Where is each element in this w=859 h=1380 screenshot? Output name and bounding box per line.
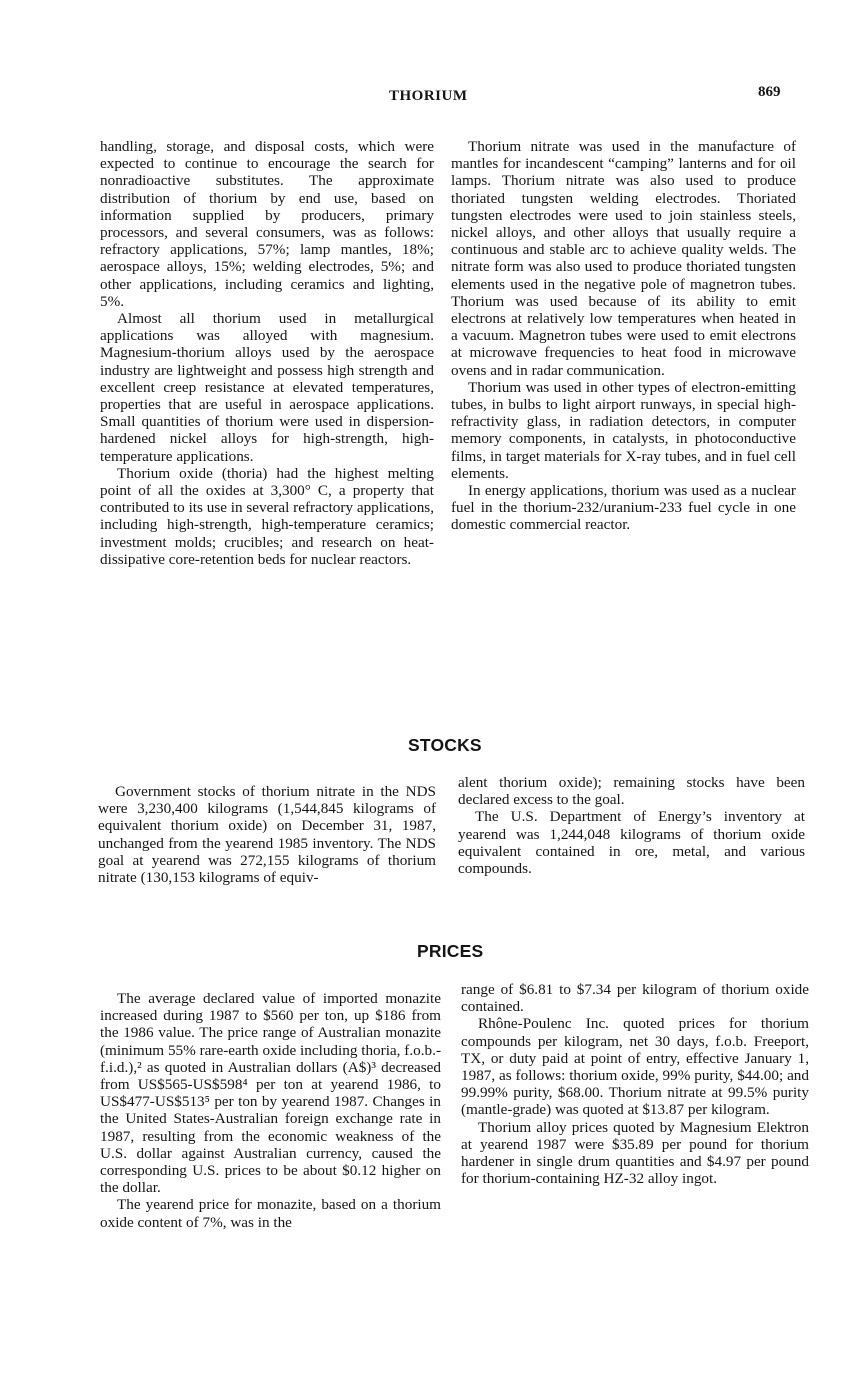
running-title: THORIUM [389,88,468,104]
paragraph: Almost all thorium used in metallurgical applications was alloyed with magnesium. Magnesium-thorium alloys used by the aerospace industry are lightweight and possess high strength and excellent creep resistance at elevated temperatures, properties that are useful in aerospace applications. Small quantities of thorium were used in dispersion-hardened nickel alloys for high-strength, high-temperature applications. [100,310,434,465]
paragraph: In energy applications, thorium was used as a nuclear fuel in the thorium-232/uranium-233 fuel cycle in one domestic commercial reactor. [451,482,796,534]
paragraph: Government stocks of thorium nitrate in the NDS were 3,230,400 kilograms (1,544,845 kilograms of equivalent thorium oxide) on December 31, 1987, unchanged from the yearend 1985 inventory. The NDS goal at yearend was 272,155 kilograms of thorium nitrate (130,153 kilograms of equiv- [98,783,436,887]
paragraph: The yearend price for monazite, based on a thorium oxide content of 7%, was in the [100,1196,441,1231]
paragraph: Thorium nitrate was used in the manufacture of mantles for incandescent “camping” lanterns and for oil lamps. Thorium nitrate was also used to produce thoriated tungsten welding electrodes. Thoriated tungsten electrodes were used to join stainless steels, nickel alloys, and other alloys that usually require a continuous and stable arc to achieve quality welds. The nitrate form was also used to produce thoriated tungsten elements used in the negative pole of magnetron tubes. Thorium was used because of its ability to emit electrons at relatively low temperatures when heated in a vacuum. Magnetron tubes were used to emit electrons at microwave frequencies to heat food in microwave ovens and in radar communication. [451,138,796,379]
section-heading-prices: PRICES [417,941,484,961]
prices-right-column [461,981,809,1187]
paragraph: Thorium alloy prices quoted by Magnesium Elektron at yearend 1987 were $35.89 per pound for thorium hardener in single drum quantities and $4.97 per pound for thorium-containing HZ-32 alloy ingot. [461,1118,809,1188]
page-number: 869 [758,84,781,100]
stocks-right-column [458,774,805,877]
stocks-left-column [98,783,436,886]
paragraph: The average declared value of imported monazite increased during 1987 to $560 per ton, up $186 from the 1986 value. The price range of Australian monazite (minimum 55% rare-earth oxide including thoria, f.o.b.-f.i.d.),² as quoted in Australian dollars (A$)³ decreased from US$565-US$598⁴ per ton at yearend 1986, to US$477-US$513⁵ per ton by yearend 1987. Changes in the United States-Australian foreign exchange rate in 1987, resulting from the economic weakness of the U.S. dollar against Australian currency, caused the corresponding U.S. prices to be about $0.12 higher on the dollar. [100,990,441,1197]
intro-right-column [451,138,796,534]
section-heading-stocks: STOCKS [408,735,482,755]
paragraph: Thorium oxide (thoria) had the highest melting point of all the oxides at 3,300° C, a property that contributed to its use in several refractory applications, including high-strength, high-temperature ceramics; investment molds; crucibles; and research on heat-dissipative core-retention beds for nuclear reactors. [100,464,435,568]
prices-left-column [100,990,441,1231]
paragraph: Thorium was used in other types of electron-emitting tubes, in bulbs to light airport runways, in special high-refractivity glass, in radiation detectors, in computer memory components, in catalysts, in photoconductive films, in target materials for X-ray tubes, and in fuel cell elements. [451,378,796,482]
paragraph: handling, storage, and disposal costs, which were expected to continue to encourage the search for nonradioactive substitutes. The approximate distribution of thorium by end use, based on information supplied by producers, primary processors, and several consumers, was as follows: refractory applications, 57%; lamp mantles, 18%; aerospace alloys, 15%; welding electrodes, 5%; and other applications, including ceramics and lighting, 5%. [100,138,434,310]
paragraph: alent thorium oxide); remaining stocks have been declared excess to the goal. [458,774,805,809]
paragraph: The U.S. Department of Energy’s inventory at yearend was 1,244,048 kilograms of thorium oxide equivalent contained in ore, metal, and various compounds. [458,808,805,878]
intro-left-column [100,138,434,568]
paragraph: range of $6.81 to $7.34 per kilogram of thorium oxide contained. [461,981,809,1016]
paragraph: Rhône-Poulenc Inc. quoted prices for thorium compounds per kilogram, net 30 days, f.o.b. Freeport, TX, or duty paid at point of entry, effective January 1, 1987, as follows: thorium oxide, 99% purity, $44.00; and 99.99% purity, $68.00. Thorium nitrate at 99.5% purity (mantle-grade) was quoted at $13.87 per kilogram. [461,1015,809,1119]
